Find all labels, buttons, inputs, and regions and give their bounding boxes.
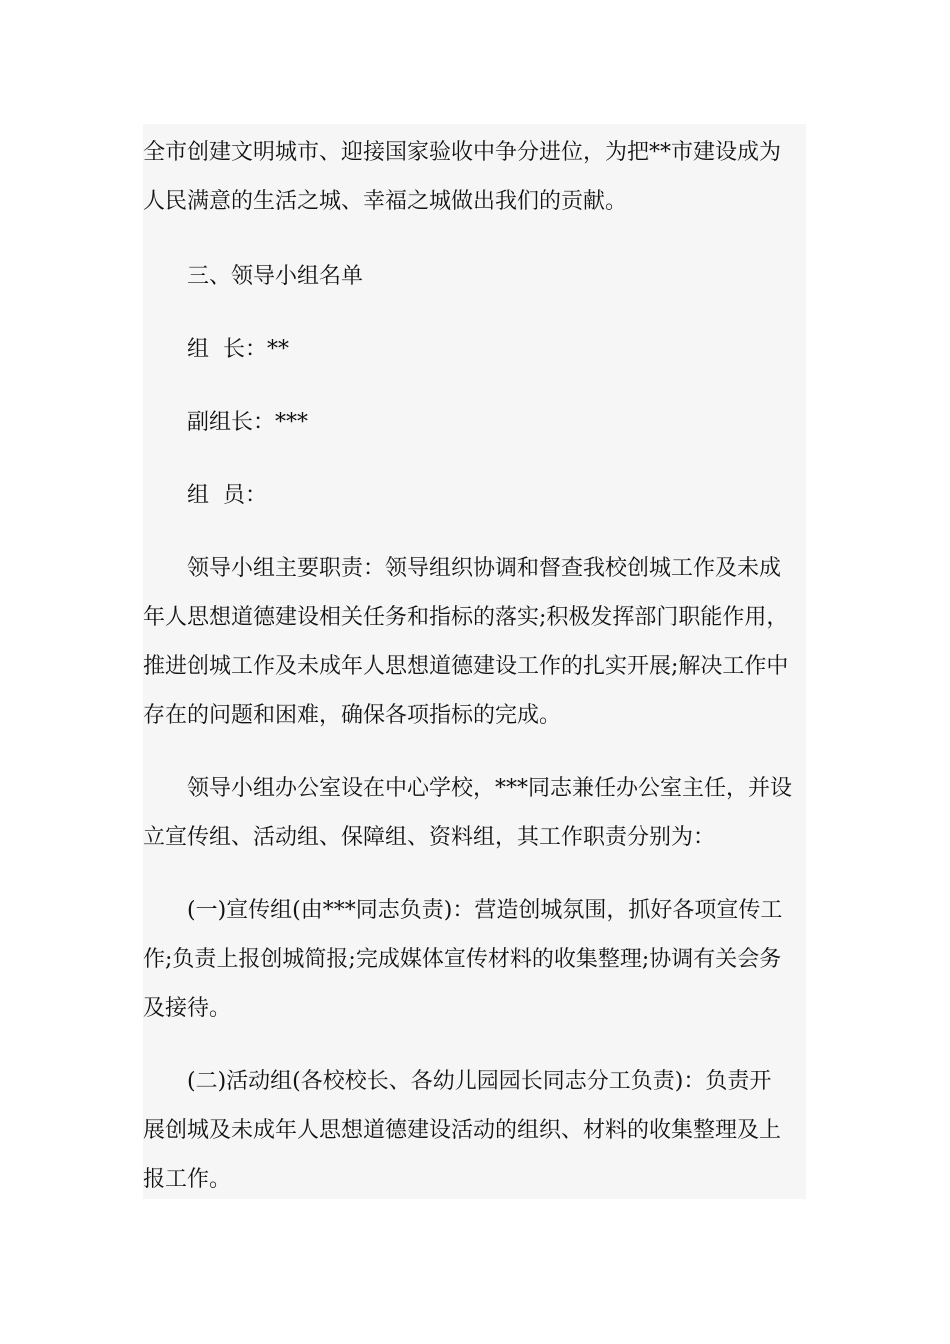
text-line: 组 长：**	[187, 337, 289, 362]
text-line: 推进创城工作及未成年人思想道德建设工作的扎实开展;解决工作中	[143, 654, 789, 679]
text-line: 展创城及未成年人思想道德建设活动的组织、材料的收集整理及上	[143, 1118, 782, 1143]
text-line: 立宣传组、活动组、保障组、资料组，其工作职责分别为：	[143, 825, 716, 850]
text-line: 年人思想道德建设相关任务和指标的落实;积极发挥部门职能作用，	[143, 605, 789, 630]
paragraph-leadership-duties	[143, 544, 806, 740]
text-line: (二)活动组(各校校长、各幼儿园园长同志分工负责)：负责开	[187, 1069, 772, 1094]
text-line: 副组长：***	[187, 410, 309, 435]
text-line: 领导小组主要职责：领导组织协调和督查我校创城工作及未成	[187, 556, 782, 581]
paragraph-publicity-group	[143, 886, 806, 1033]
text-line: 及接待。	[143, 996, 232, 1021]
text-line: 全市创建文明城市、迎接国家验收中争分进位，为把**市建设成为	[143, 140, 782, 165]
paragraph-group-members	[143, 471, 806, 520]
paragraph-office-setup	[143, 764, 806, 862]
paragraph-deputy-leader	[143, 398, 806, 447]
paragraph-city-goal	[143, 128, 806, 226]
text-line: 组 员：	[187, 483, 267, 508]
text-line: 存在的问题和困难，确保各项指标的完成。	[143, 703, 562, 728]
text-line: 三、领导小组名单	[187, 264, 364, 289]
document-body	[143, 124, 806, 1199]
section-heading-leadership-list	[143, 252, 806, 301]
text-line: 人民满意的生活之城、幸福之城做出我们的贡献。	[143, 189, 628, 214]
paragraph-group-leader	[143, 325, 806, 374]
text-line: 领导小组办公室设在中心学校，***同志兼任办公室主任，并设	[187, 776, 793, 801]
text-line: 报工作。	[143, 1167, 232, 1192]
paragraph-activity-group	[143, 1057, 806, 1204]
text-line: (一)宣传组(由***同志负责)：营造创城氛围，抓好各项宣传工	[187, 898, 783, 923]
text-line: 作;负责上报创城简报;完成媒体宣传材料的收集整理;协调有关会务	[143, 947, 782, 972]
